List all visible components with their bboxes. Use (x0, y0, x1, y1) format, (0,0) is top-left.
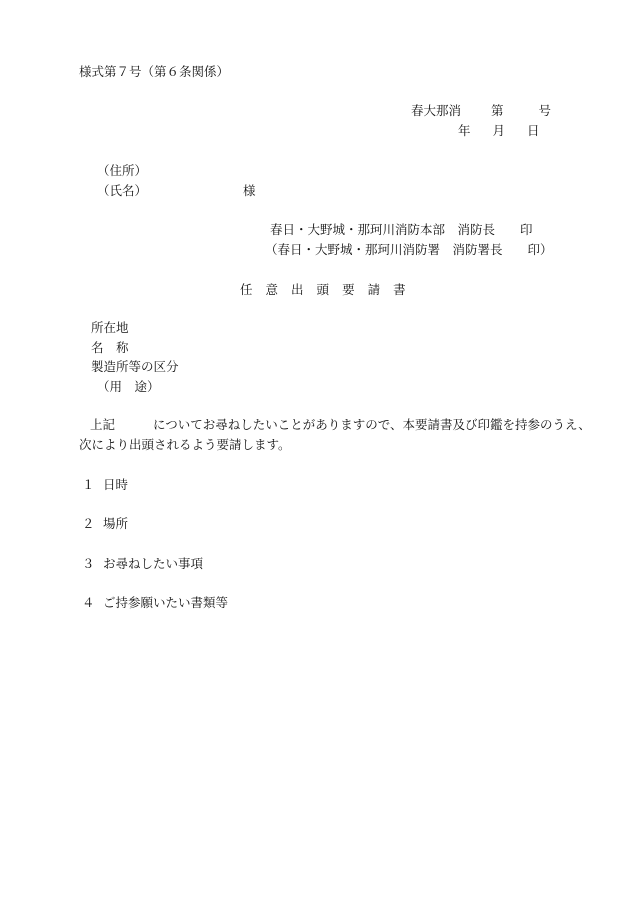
item-number: １ (82, 477, 95, 492)
date-month: 月 (492, 123, 506, 138)
field-name: 名 称 (91, 340, 129, 355)
list-item (82, 479, 128, 492)
body-line1-b: についてお尋ねしたいことがありますので、本要請書及び印鑑を持参のうえ、 (153, 417, 591, 432)
title-char: 書 (393, 282, 406, 297)
item-number: ２ (82, 516, 95, 531)
item-label: ご持参願いたい書類等 (103, 595, 229, 610)
honorific: 様 (243, 183, 256, 198)
item-label: 日時 (103, 477, 129, 492)
list-item (82, 558, 203, 571)
title-char: 頭 (316, 282, 330, 297)
document-number (411, 105, 551, 118)
date-day: 日 (527, 123, 540, 138)
address-label: （住所） (97, 163, 148, 178)
title-char: 任 (240, 282, 253, 297)
title-char: 意 (265, 282, 279, 297)
document-date (458, 125, 540, 138)
name-label: （氏名） (97, 183, 148, 198)
doc-number-dai: 第 (491, 103, 504, 118)
field-category: 製造所等の区分 (91, 359, 179, 374)
body-line1-a: 上記 (90, 417, 116, 432)
body-line-2: 次により出頭されるよう要請します。 (79, 437, 291, 452)
doc-number-prefix: 春大那消 (411, 103, 462, 118)
item-number: ４ (82, 595, 95, 610)
document-title (240, 284, 419, 297)
form-number: 様式第７号（第６条関係） (79, 64, 230, 79)
body-line-1 (90, 419, 591, 432)
issuer-line-2: （春日・大野城・那珂川消防署 消防署長 印） (265, 242, 553, 257)
item-label: 場所 (103, 516, 129, 531)
item-label: お尋ねしたい事項 (103, 556, 204, 571)
doc-number-go: 号 (538, 103, 552, 118)
field-location: 所在地 (91, 320, 129, 335)
title-char: 請 (367, 282, 381, 297)
item-number: ３ (82, 556, 95, 571)
list-item (82, 597, 228, 610)
title-char: 出 (291, 282, 304, 297)
issuer-line-1: 春日・大野城・那珂川消防本部 消防長 印 (270, 222, 533, 237)
list-item (82, 518, 128, 531)
date-year: 年 (458, 123, 471, 138)
title-char: 要 (342, 282, 355, 297)
field-use: （用 途） (97, 379, 160, 394)
